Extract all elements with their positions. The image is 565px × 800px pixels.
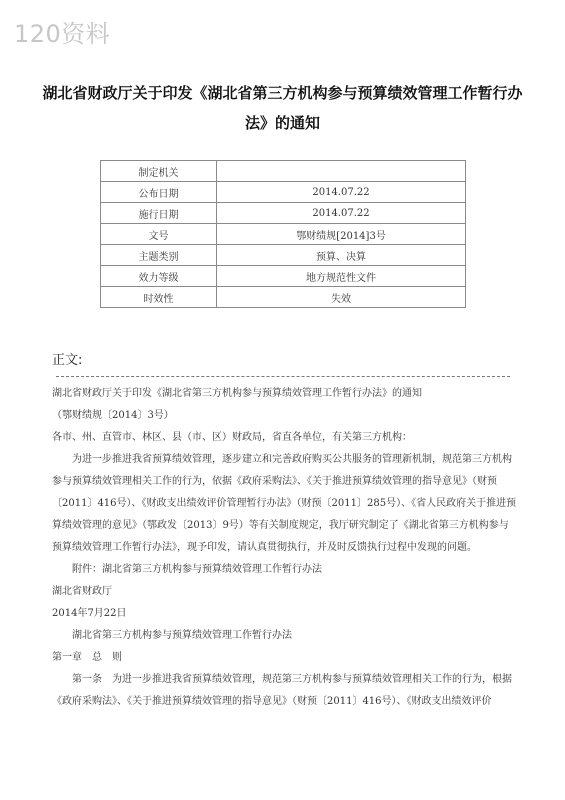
table-row (101, 203, 466, 224)
meta-label: 文号 (101, 224, 217, 245)
issuer: 湖北省财政厅 (52, 586, 112, 597)
meta-value: 2014.07.22 (217, 203, 466, 224)
watermark-logo: 120资料 (14, 20, 111, 48)
meta-label: 制定机关 (101, 161, 217, 182)
divider (56, 376, 510, 377)
meta-value (217, 161, 466, 182)
table-row (101, 182, 466, 203)
notice-title: 湖北省财政厅关于印发《湖北省第三方机构参与预算绩效管理工作暂行办法》的通知 (52, 388, 422, 399)
attachment-line: 附件：湖北省第三方机构参与预算绩效管理工作暂行办法 (72, 564, 322, 575)
metadata-table (100, 160, 466, 308)
article-1: 第一条 为进一步推进我省预算绩效管理，规范第三方机构参与预算绩效管理相关工作的行为，根据《政府采购法》、《关于推进预算绩效管理的指导意见》（财预〔2011〕416号）、《财政支出绩效评价 (52, 674, 512, 707)
table-row (101, 266, 466, 287)
measures-title: 湖北省第三方机构参与预算绩效管理工作暂行办法 (72, 630, 292, 641)
meta-label: 公布日期 (101, 182, 217, 203)
body-heading: 正文: (52, 353, 83, 368)
meta-label: 时效性 (101, 287, 217, 308)
paragraph: 为进一步推进我省预算绩效管理，逐步建立和完善政府购买公共服务的管理新机制，规范第三方机构参与预算绩效管理相关工作的行为，依据《政府采购法》、《关于推进预算绩效管理的指导意见》（财预〔2011〕416号）、《财政支出绩效评价管理暂行办法》（财预〔2011〕285号）、《省人民政府关于推进预算绩效管理的意见》（鄂政发〔2013〕9号）等有关制度规定，我厅研究制定了《湖北省第三方机构参与预算绩效管理工作暂行办法》，现予印发，请认真贯彻执行，并及时反馈执行过程中发现的问题。 (52, 454, 517, 553)
doc-number: （鄂财绩规〔2014〕3号） (52, 410, 174, 421)
table-row (101, 224, 466, 245)
table-row (101, 245, 466, 266)
meta-label: 效力等级 (101, 266, 217, 287)
chapter-heading: 第一章 总 则 (52, 652, 122, 663)
meta-value: 地方规范性文件 (217, 266, 466, 287)
meta-label: 施行日期 (101, 203, 217, 224)
issue-date: 2014年7月22日 (52, 608, 127, 619)
meta-label: 主题类别 (101, 245, 217, 266)
table-row (101, 161, 466, 182)
meta-value: 失效 (217, 287, 466, 308)
addressees: 各市、州、直管市、林区、县（市、区）财政局，省直各单位，有关第三方机构： (52, 432, 412, 443)
meta-value: 鄂财绩规[2014]3号 (217, 224, 466, 245)
table-row (101, 287, 466, 308)
document-title: 湖北省财政厅关于印发《湖北省第三方机构参与预算绩效管理工作暂行办法》的通知 (42, 84, 523, 132)
meta-value: 预算、决算 (217, 245, 466, 266)
document-body (52, 383, 518, 713)
meta-value: 2014.07.22 (217, 182, 466, 203)
